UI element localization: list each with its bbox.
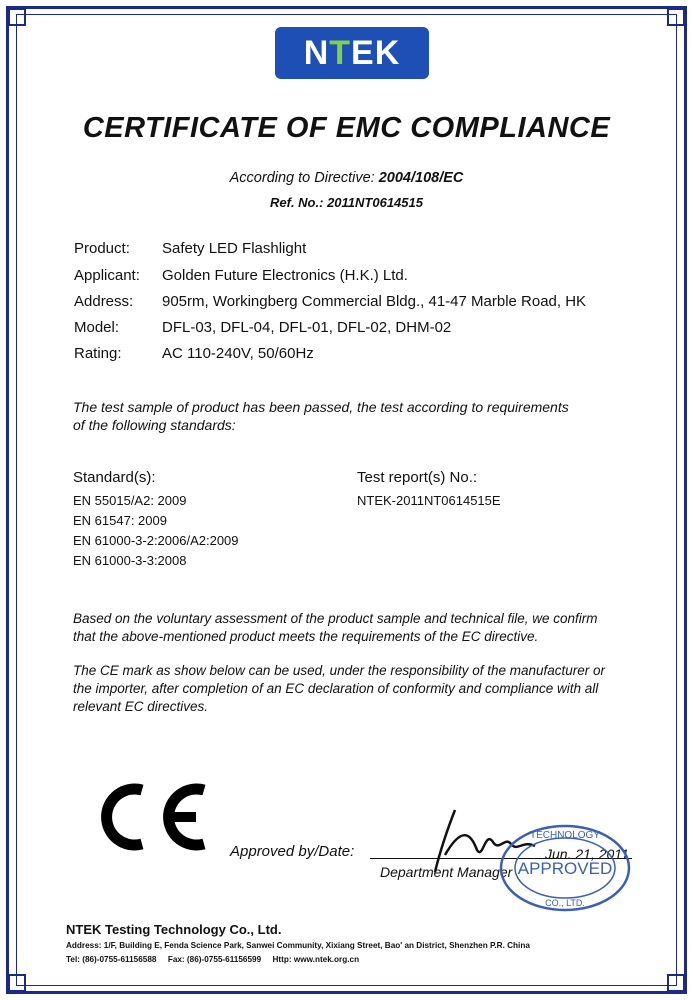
standards-list: Standard(s): EN 55015/A2: 2009 EN 61547: 2009 EN 61000-3-2:2006/A2:2009 EN 61000-3-3:2008 xyxy=(73,469,239,568)
corner-ornament xyxy=(8,8,26,26)
directive-line: According to Directive: 2004/108/EC xyxy=(229,170,464,186)
assessment-text: Based on the voluntary assessment of the product sample and technical file, we confirm that the above-mentioned product meets the requirements of the EC directive. xyxy=(73,611,598,644)
ce-mark-icon xyxy=(92,782,212,852)
ce-usage-text: The CE mark as show below can be used, under the responsibility of the manufacturer or the importer, after completion of an EC declaration of conformity and compliance with all relevant EC directives. xyxy=(73,663,606,714)
corner-ornament xyxy=(667,8,685,26)
field-applicant: Applicant: Golden Future Electronics (H.K.) Ltd. xyxy=(74,267,408,284)
field-product: Product: Safety LED Flashlight xyxy=(74,240,307,257)
field-model: Model: DFL-03, DFL-04, DFL-01, DFL-02, DHM-02 xyxy=(74,319,452,336)
approval-date: Jun. 21, 2011 xyxy=(545,846,629,862)
footer-company: NTEK Testing Technology Co., Ltd. xyxy=(66,922,282,937)
field-address: Address: 905rm, Workingberg Commercial Bldg., 41-47 Marble Road, HK xyxy=(74,293,587,310)
approved-stamp-icon xyxy=(497,822,633,914)
svg-text:CO., LTD.: CO., LTD. xyxy=(545,898,585,908)
footer-address: Address: 1/F, Building E, Fenda Science Park, Sanwei Community, Xixiang Street, Bao' an District, Shenzhen P.R. China xyxy=(66,941,530,950)
approved-label: Approved by/Date: xyxy=(230,843,355,860)
svg-text:TECHNOLOGY: TECHNOLOGY xyxy=(529,830,601,841)
approver-role: Department Manager xyxy=(380,864,513,880)
ntek-logo: NTEK xyxy=(275,27,429,79)
intro-text: The test sample of product has been passed, the test according to requirements of the following standards: xyxy=(73,399,569,433)
report-block: Test report(s) No.: NTEK-2011NT0614515E xyxy=(357,469,501,508)
corner-ornament xyxy=(8,974,26,992)
certificate-title: CERTIFICATE OF EMC COMPLIANCE xyxy=(82,112,611,144)
footer-contacts: Tel: (86)-0755-61156588 Fax: (86)-0755-61156599 Http: www.ntek.org.cn xyxy=(66,955,360,964)
ref-line: Ref. No.: 2011NT0614515 xyxy=(270,195,423,210)
svg-text:APPROVED: APPROVED xyxy=(517,859,613,878)
field-rating: Rating: AC 110-240V, 50/60Hz xyxy=(74,345,314,362)
corner-ornament xyxy=(667,974,685,992)
